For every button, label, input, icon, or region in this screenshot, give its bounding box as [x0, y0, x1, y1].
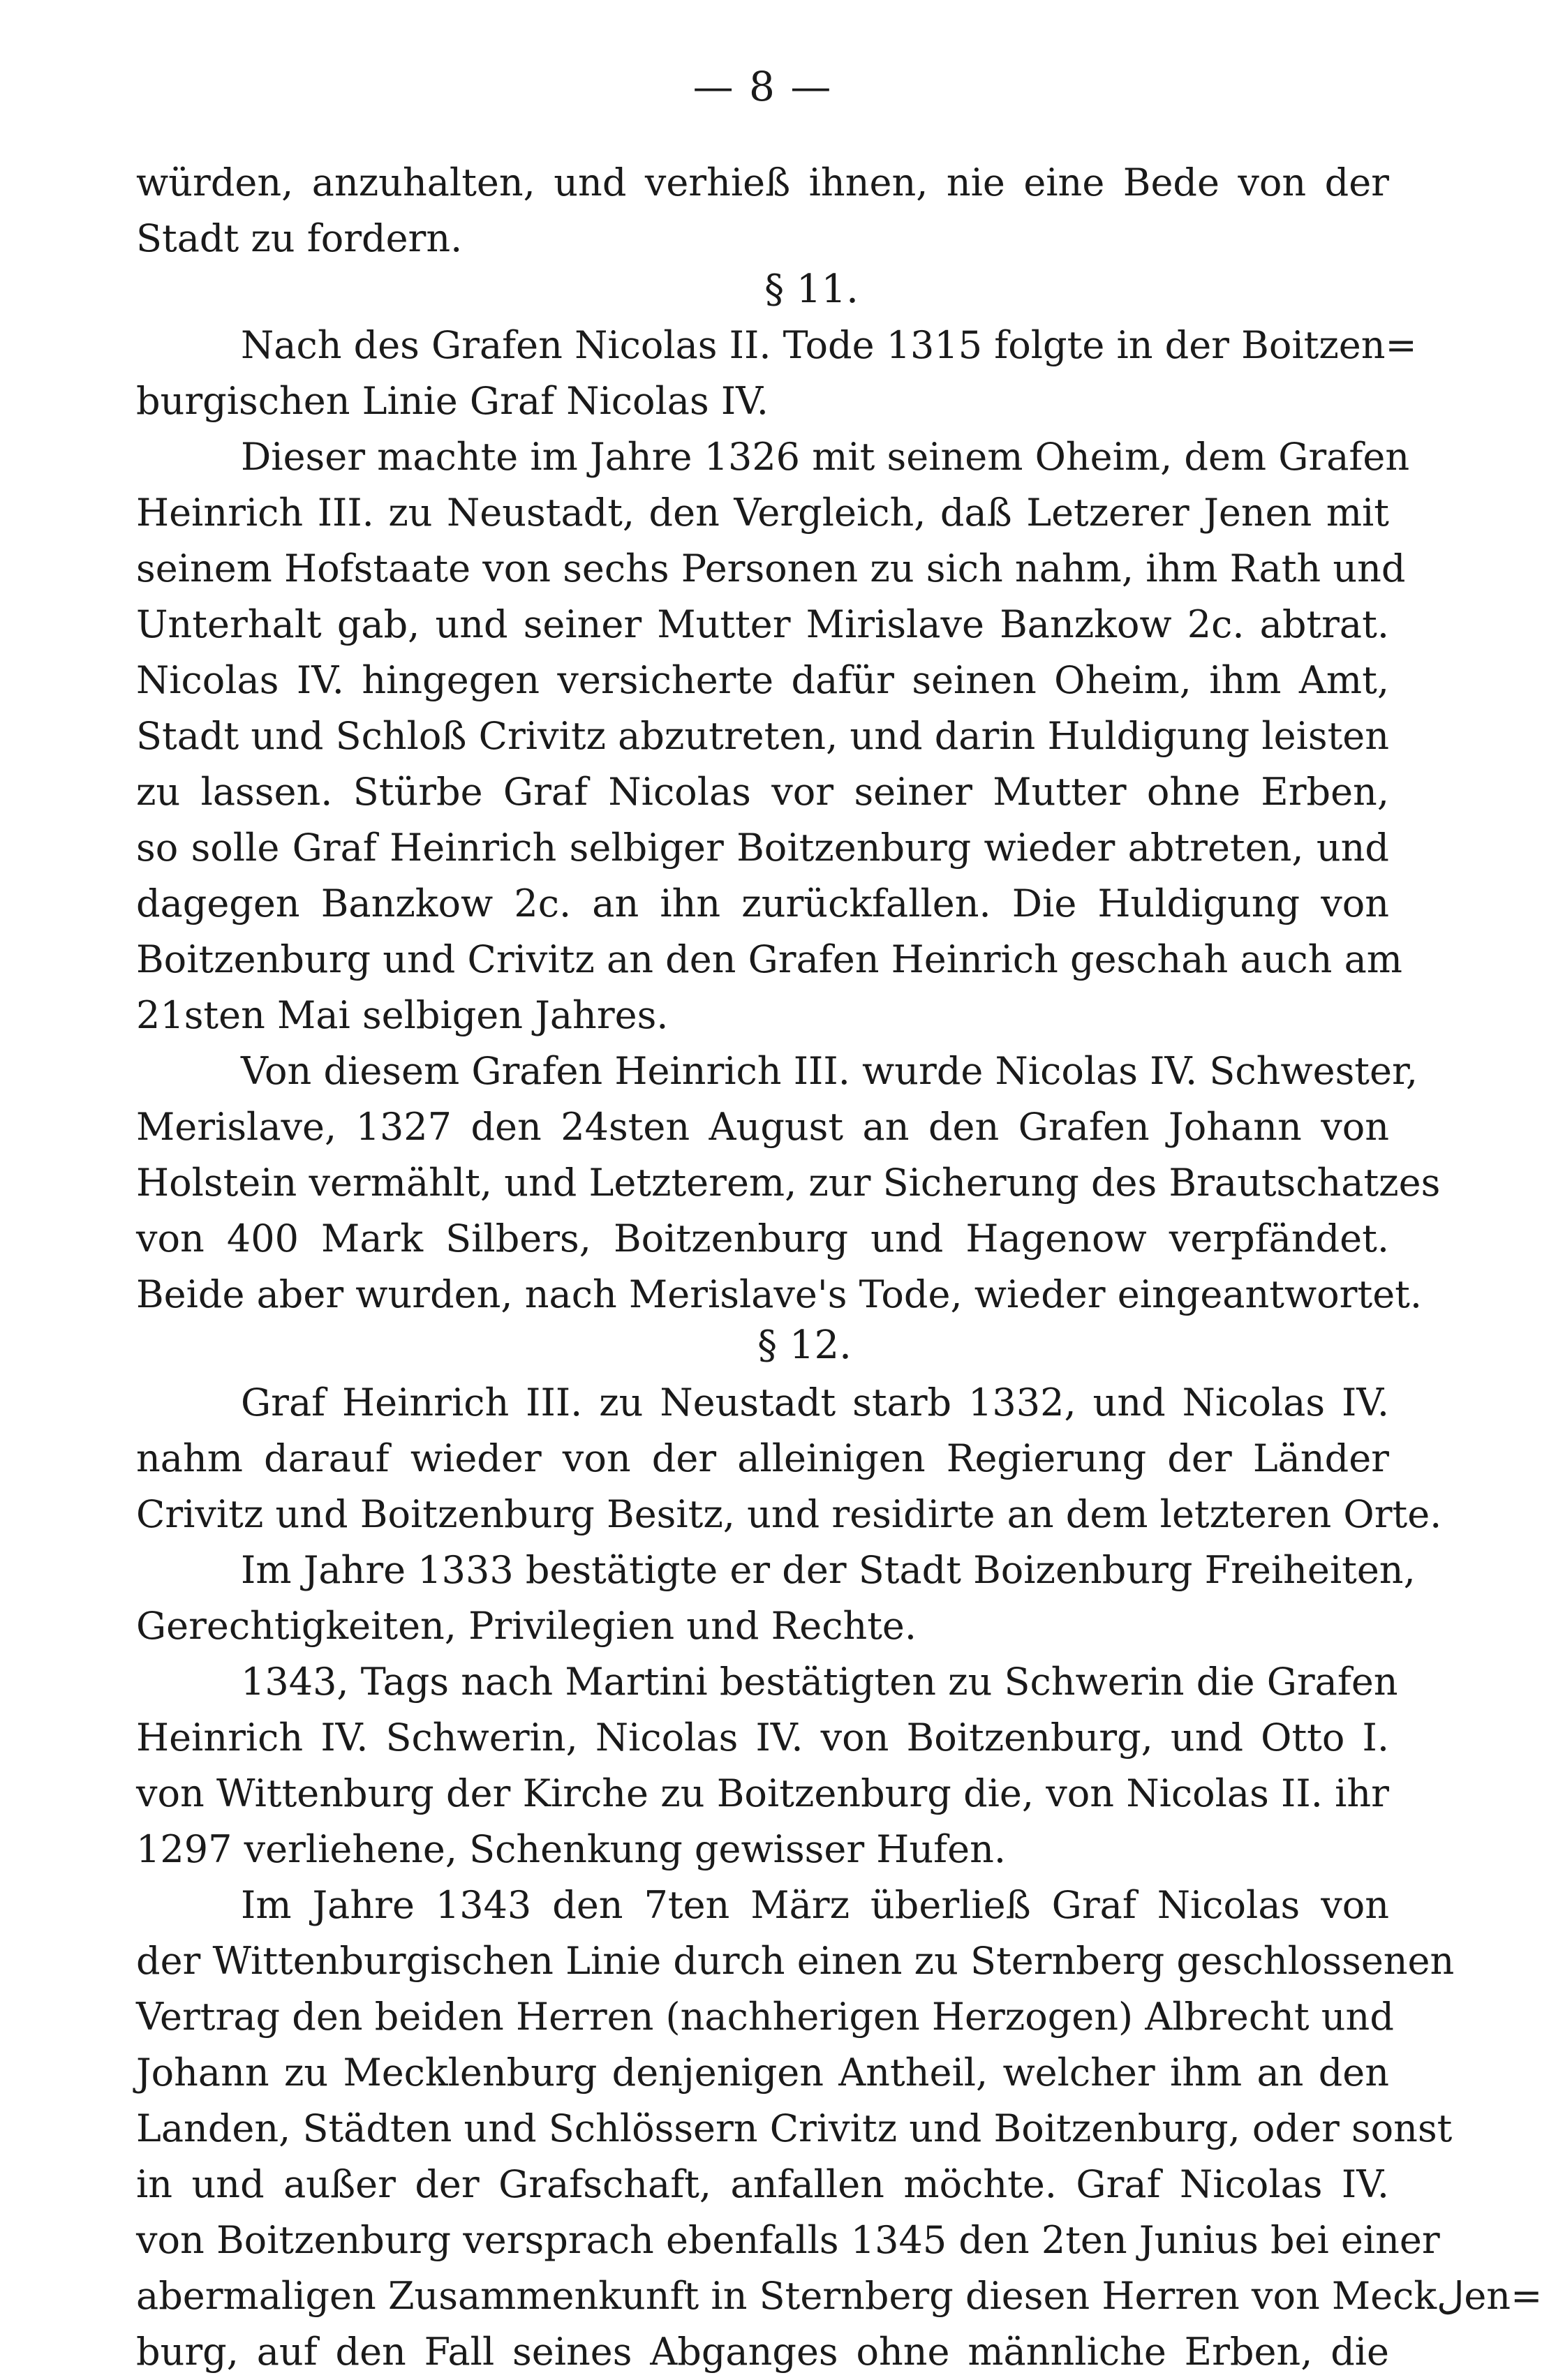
- text-line: abermaligen Zusammenkunft in Sternberg diesen Herren von Meckلen=: [136, 2274, 1542, 2318]
- text-line: würden, anzuhalten, und verhieß ihnen, nie eine Bede von der: [136, 161, 1389, 204]
- section-12-body: [136, 1375, 1542, 2380]
- text-line: von Boitzenburg versprach ebenfalls 1345 den 2ten Junius bei einer: [136, 2218, 1440, 2262]
- text-line: Heinrich III. zu Neustadt, den Vergleich, daß Letzerer Jenen mit: [136, 491, 1389, 535]
- document-page: [136, 0, 1542, 2374]
- text-line: Nach des Grafen Nicolas II. Tode 1315 folgte in der Boitzen=: [241, 323, 1417, 367]
- page-number: — 8 —: [692, 63, 833, 110]
- text-line: seinem Hofstaate von sechs Personen zu sich nahm, ihm Rath und: [136, 546, 1406, 590]
- text-line: in und außer der Grafschaft, anfallen möchte. Graf Nicolas IV.: [136, 2162, 1389, 2206]
- text-line: Holstein vermählt, und Letzterem, zur Sicherung des Brautschatzes: [136, 1161, 1441, 1205]
- text-line: Crivitz und Boitzenburg Besitz, und residirte an dem letzteren Orte.: [136, 1492, 1442, 1536]
- intro-paragraph: [136, 155, 1389, 267]
- section-heading-11: § 11.: [764, 267, 859, 312]
- text-line: Merislave, 1327 den 24sten August an den Grafen Johann von: [136, 1105, 1389, 1149]
- text-line: Dieser machte im Jahre 1326 mit seinem Oheim, dem Grafen: [241, 435, 1410, 479]
- text-line: Im Jahre 1333 bestätigte er der Stadt Boizenburg Freiheiten,: [241, 1548, 1416, 1592]
- text-line: 1297 verliehene, Schenkung gewisser Hufen.: [136, 1827, 1007, 1871]
- text-line: zu lassen. Stürbe Graf Nicolas vor seiner Mutter ohne Erben,: [136, 770, 1389, 814]
- text-line: nahm darauf wieder von der alleinigen Regierung der Länder: [136, 1436, 1389, 1480]
- text-line: 21sten Mai selbigen Jahres.: [136, 993, 669, 1037]
- text-line: Im Jahre 1343 den 7ten März überließ Graf Nicolas von: [241, 1883, 1389, 1927]
- text-line: burg, auf den Fall seines Abganges ohne männliche Erben, die: [136, 2330, 1389, 2374]
- text-line: Beide aber wurden, nach Merislave's Tode, wieder eingeantwortet.: [136, 1272, 1423, 1316]
- text-line: Vertrag den beiden Herren (nachherigen Herzogen) Albrecht und: [136, 1995, 1394, 2039]
- text-line: Stadt und Schloß Crivitz abzutreten, und darin Huldigung leisten: [136, 714, 1389, 758]
- text-line: von Wittenburg der Kirche zu Boitzenburg die, von Nicolas II. ihr: [136, 1771, 1389, 1815]
- text-line: Johann zu Mecklenburg denjenigen Antheil, welcher ihm an den: [136, 2051, 1389, 2095]
- text-line: Nicolas IV. hingegen versicherte dafür seinen Oheim, ihm Amt,: [136, 658, 1389, 702]
- text-line: Gerechtigkeiten, Privilegien und Rechte.: [136, 1604, 917, 1648]
- text-line: Boitzenburg und Crivitz an den Grafen Heinrich geschah auch am: [136, 937, 1402, 981]
- text-line: Landen, Städten und Schlössern Crivitz und Boitzenburg, oder sonst: [136, 2106, 1453, 2150]
- text-line: Unterhalt gab, und seiner Mutter Mirislave Banzkow 2c. abtrat.: [136, 602, 1389, 646]
- text-line: der Wittenburgischen Linie durch einen zu Sternberg geschlossenen: [136, 1939, 1455, 1983]
- text-line: Stadt zu fordern.: [136, 216, 463, 260]
- section-11-body: [136, 318, 1441, 1323]
- text-line: so solle Graf Heinrich selbiger Boitzenburg wieder abtreten, und: [136, 826, 1389, 870]
- section-heading-12: § 12.: [757, 1323, 852, 1368]
- text-line: Von diesem Grafen Heinrich III. wurde Nicolas IV. Schwester,: [241, 1049, 1418, 1093]
- text-line: burgischen Linie Graf Nicolas IV.: [136, 379, 769, 423]
- text-line: 1343, Tags nach Martini bestätigten zu Schwerin die Grafen: [241, 1660, 1398, 1704]
- text-line: Heinrich IV. Schwerin, Nicolas IV. von Boitzenburg, und Otto I.: [136, 1716, 1389, 1760]
- text-line: dagegen Banzkow 2c. an ihn zurückfallen. Die Huldigung von: [136, 882, 1389, 925]
- text-line: von 400 Mark Silbers, Boitzenburg und Hagenow verpfändet.: [136, 1217, 1389, 1260]
- text-line: Graf Heinrich III. zu Neustadt starb 1332, und Nicolas IV.: [241, 1381, 1389, 1425]
